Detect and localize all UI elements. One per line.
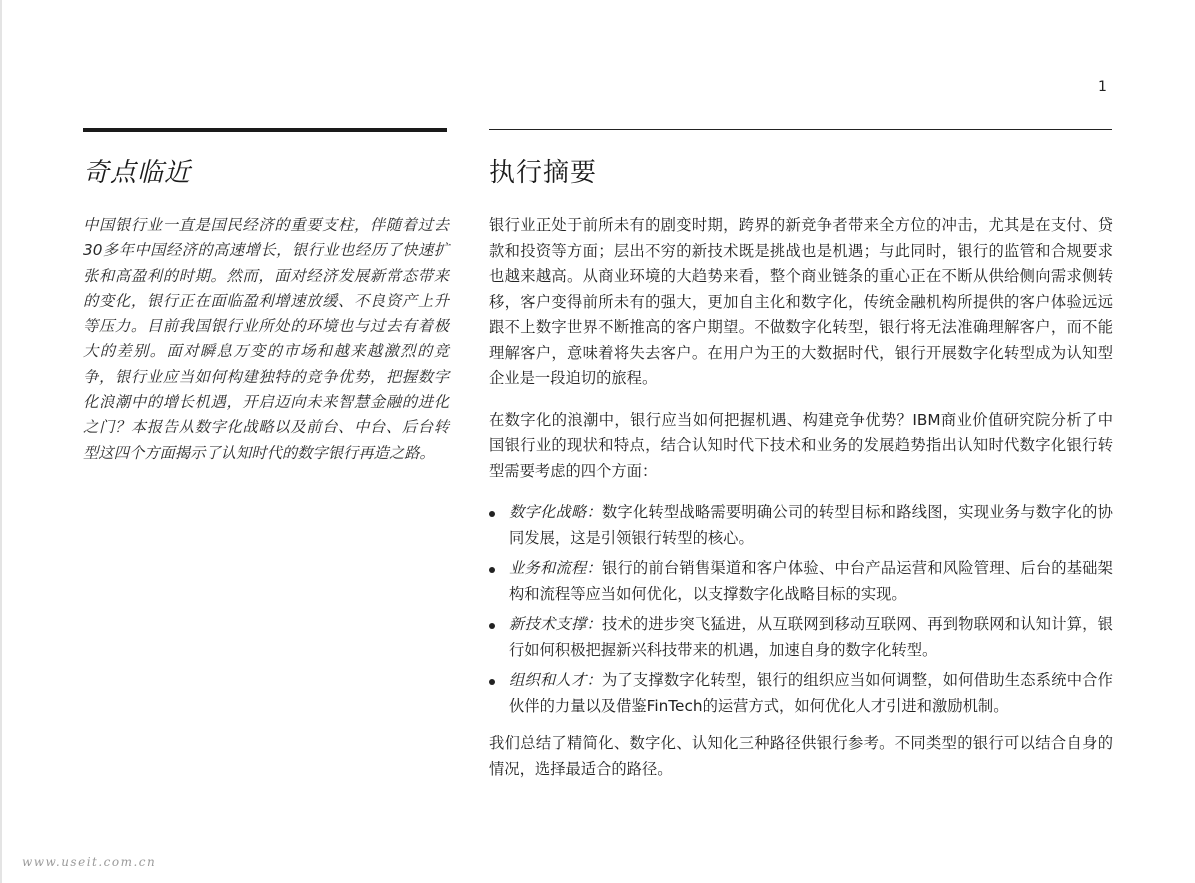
main-top-rule <box>489 129 1112 130</box>
page-number: 1 <box>1098 79 1107 95</box>
sidebar-top-rule <box>83 128 447 132</box>
sidebar-text: 中国银行业一直是国民经济的重要支柱，伴随着过去30多年中国经济的高速增长，银行业也经历了快速扩张和高盈利的时期。然而，面对经济发展新常态带来的变化，银行正在面临盈利增速放缓、不良资产上升等压力。目前我国银行业所处的环境也与过去有着极大的差别。面对瞬息万变的市场和越来越激烈的竞争，银行业应当如何构建独特的竞争优势，把握数字化浪潮中的增长机遇，开启迈向未来智慧金融的进化之门？本报告从数字化战略以及前台、中台、后台转型这四个方面揭示了认知时代的数字银行再造之路。 <box>83 216 449 462</box>
main-heading: 执行摘要 <box>489 158 598 188</box>
list-item-term: 组织和人才： <box>509 671 602 689</box>
list-item-text: 为了支撑数字化转型，银行的组织应当如何调整，如何借助生态系统中合作伙伴的力量以及借鉴FinTech的运营方式，如何优化人才引进和激励机制。 <box>509 671 1113 715</box>
list-item <box>489 500 1113 551</box>
list-item-term: 数字化战略： <box>509 503 602 521</box>
list-item-text: 银行的前台销售渠道和客户体验、中台产品运营和风险管理、后台的基础架构和流程等应当如何优化，以支撑数字化战略目标的实现。 <box>509 559 1113 603</box>
list-item-term: 业务和流程： <box>509 559 602 577</box>
list-item-text: 技术的进步突飞猛进，从互联网到移动互联网、再到物联网和认知计算，银行如何积极把握新兴科技带来的机遇，加速自身的数字化转型。 <box>509 615 1113 659</box>
paragraph-ibm: 在数字化的浪潮中，银行应当如何把握机遇、构建竞争优势？IBM商业价值研究院分析了中国银行业的现状和特点，结合认知时代下技术和业务的发展趋势指出认知时代数字化银行转型需要考虑的四个方面： <box>489 410 1113 480</box>
main-content <box>489 213 1113 798</box>
list-item <box>489 612 1113 663</box>
bullet-icon <box>489 679 495 685</box>
list-item <box>489 668 1113 719</box>
list-item-text: 数字化转型战略需要明确公司的转型目标和路线图，实现业务与数字化的协同发展，这是引领银行转型的核心。 <box>509 503 1113 547</box>
list-item-term: 新技术支撑： <box>509 615 602 633</box>
watermark: www.useit.com.cn <box>22 855 157 869</box>
sidebar-heading: 奇点临近 <box>83 158 192 188</box>
bullet-icon <box>489 567 495 573</box>
list-item <box>489 556 1113 607</box>
paragraph-intro: 银行业正处于前所未有的剧变时期，跨界的新竞争者带来全方位的冲击，尤其是在支付、贷款和投资等方面；层出不穷的新技术既是挑战也是机遇；与此同时，银行的监管和合规要求也越来越高。从商业环境的大趋势来看，整个商业链条的重心正在不断从供给侧向需求侧转移，客户变得前所未有的强大，更加自主化和数字化，传统金融机构所提供的客户体验远远跟不上数字世界不断推高的客户期望。不做数字化转型，银行将无法准确理解客户，而不能理解客户，意味着将失去客户。在用户为王的大数据时代，银行开展数字化转型成为认知型企业是一段迫切的旅程。 <box>489 216 1113 387</box>
page-edge <box>0 0 2 883</box>
four-aspects-list <box>489 500 1113 719</box>
paragraph-conclusion: 我们总结了精简化、数字化、认知化三种路径供银行参考。不同类型的银行可以结合自身的情况，选择最适合的路径。 <box>489 734 1113 778</box>
bullet-icon <box>489 623 495 629</box>
bullet-icon <box>489 511 495 517</box>
